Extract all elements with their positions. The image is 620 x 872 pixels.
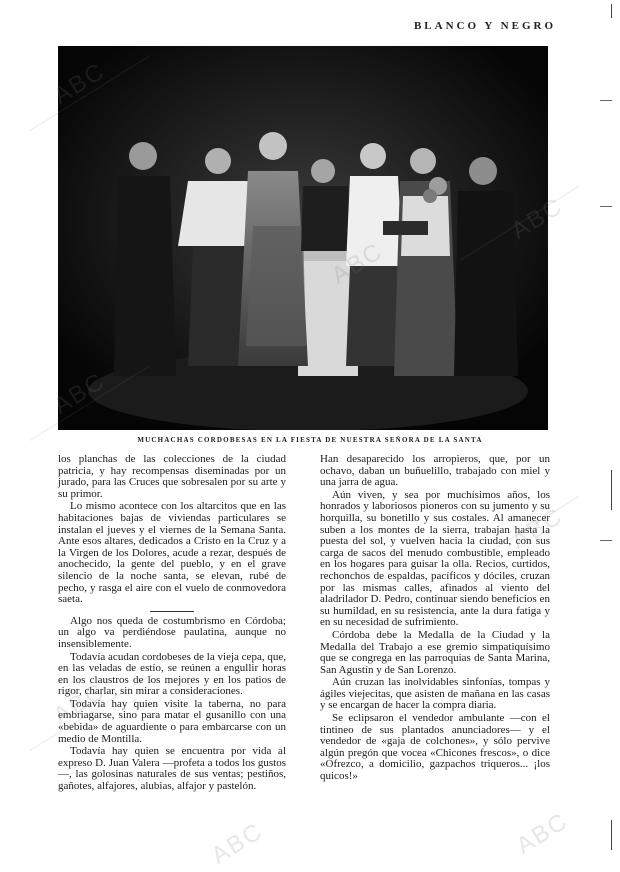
paragraph: Todavía hay quien se encuentra por vida al expreso D. Juan Valera —profeta a todos los gustos—, las golosinas naturales de sus ventas; pestiños, gañotes, alfajores, alubias, alfajor y pastelón. bbox=[58, 745, 286, 793]
edge-rule-bottom bbox=[611, 820, 612, 850]
edge-tick bbox=[600, 206, 612, 207]
edge-tick bbox=[600, 100, 612, 101]
paragraph: Algo nos queda de costumbrismo en Córdoba; un algo va perdiéndose paulatina, aunque no insensiblemente. bbox=[58, 614, 286, 650]
edge-rule-top bbox=[611, 4, 612, 18]
publication-masthead: BLANCO Y NEGRO bbox=[413, 20, 556, 32]
paragraph: Han desaparecido los arropieros, que, por un ochavo, daban un buñuelillo, trabajado con miel y una jarra de agua. bbox=[320, 453, 550, 489]
group-photo-icon bbox=[58, 46, 548, 430]
paragraph: Aún cruzan las inolvidables sinfonías, tompas y ágiles viejecitas, que asisten de mañana en las casas y se encargan de hacer la compra diaria. bbox=[320, 676, 550, 712]
watermark: ABC bbox=[511, 807, 574, 860]
group-photo bbox=[58, 46, 548, 430]
edge-tick bbox=[600, 540, 612, 541]
paragraph: Lo mismo acontece con los altarcitos que en las habitaciones bajas de viviendas particulares se instalan el jueves y el viernes de la Semana Santa. Ante esos altares, dedicados a Cristo en la Cruz y a la Virgen de los Dolores, acude a rezar, después de anochecido, la gente del pueblo, y en el grave silencio de la noche santa, se elevan, rubé de pecho, y rasga el aire con el vuelo de conmovedora saeta. bbox=[58, 500, 286, 606]
paragraph: los planchas de las colecciones de la ciudad patricia, y hay recompensas diseminadas por un jurado, para las Cruces que sobresalen por su arte y su primor. bbox=[58, 453, 286, 500]
watermark: ABC bbox=[206, 817, 269, 870]
photo-caption: MUCHACHAS CORDOBESAS EN LA FIESTA DE NUESTRA SEÑORA DE LA SANTA bbox=[137, 436, 483, 444]
paragraph: Todavía acudan cordobeses de la vieja cepa, que, en las veladas de estío, se reúnen a engullir horas en los claustros de los mejores y en los patios de rigor, charlar, sin mirar a consideraciones. bbox=[58, 650, 286, 698]
paragraph: Aún viven, y sea por muchísimos años, los honrados y laboriosos pioneros con su jumento y su horquilla, su bonetillo y sus costales. Al amanecer suben a los montes de la sierra, trabajan hasta la puesta del sol, y vuelven hacia la ciudad, con sus carga de sacos del menudo combustible, empleado en los hogares para guisar la olla. Recios, curtidos, rechonchos de espaldas, pacíficos y dóciles, cruzan por las mismas calles, afinados al viento del aladrilador D. Pedro, continuar siendo beneficios en su humildad, en su resistencia, ante la dura fatiga y en su necesidad de sufrimiento. bbox=[320, 488, 550, 629]
edge-rule-middle bbox=[611, 470, 612, 510]
watermark: ABC bbox=[506, 502, 569, 555]
paragraph: Córdoba debe la Medalla de la Ciudad y la Medalla del Trabajo a ese gremio simpatiquísimo que se congrega en las parroquias de Santa Marina, San Agustín y de San Lorenzo. bbox=[320, 628, 550, 676]
paragraph: Todavía hay quien visite la taberna, no para embriagarse, sino para matar el gusanillo con una «bebida» de aguardiente o para embarcarse con un medio de Montilla. bbox=[58, 697, 286, 745]
paragraph: Se eclipsaron el vendedor ambulante —con el tintineo de sus plantados anunciadores— y el vendedor de «gaja de colchones», y sólo pervive algún pregón que vocea «Chicones frescos», o dice «Ofrezco, a domicilio, gazpachos triqueros... ¡los quicos!» bbox=[320, 712, 550, 783]
watermark: ABC bbox=[48, 677, 111, 730]
section-divider bbox=[150, 611, 194, 612]
article-column-left bbox=[58, 454, 286, 794]
article-column-right bbox=[320, 454, 550, 784]
